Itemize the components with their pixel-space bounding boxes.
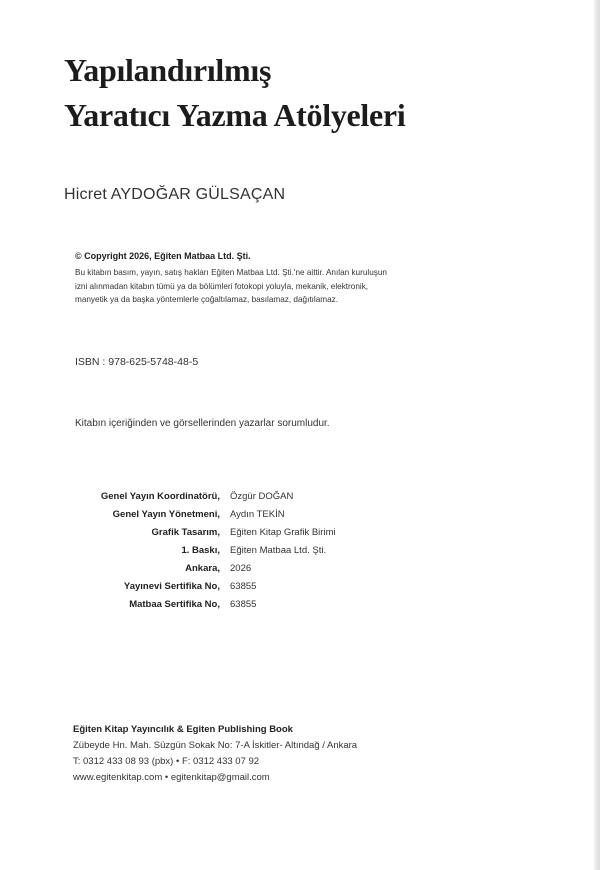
credit-value: Özgür DOĞAN — [230, 490, 294, 502]
credit-label: Yayınevi Sertifika No, — [123, 580, 220, 592]
publisher-name: Eğiten Kitap Yayıncılık & Egiten Publishing Book — [73, 724, 293, 735]
credit-label: Genel Yayın Yönetmeni, — [112, 508, 220, 520]
credit-value: 2026 — [230, 562, 252, 574]
isbn: ISBN : 978-625-5748-48-5 — [75, 356, 199, 368]
credit-value: 63855 — [230, 580, 257, 592]
copyright-text — [75, 266, 475, 307]
credit-label: Grafik Tasarım, — [151, 526, 220, 538]
copyright-title: © Copyright 2026, Eğiten Matbaa Ltd. Şti. — [75, 251, 251, 261]
credit-label: Ankara, — [185, 562, 220, 574]
copyright-line: Bu kitabın basım, yayın, satış hakları Eğiten Matbaa Ltd. Şti.'ne aittir. Anılan kuruluşun — [75, 268, 387, 277]
credit-label: Genel Yayın Koordinatörü, — [100, 490, 220, 502]
credit-label: Matbaa Sertifika No, — [129, 598, 220, 610]
publisher-address: Zübeyde Hn. Mah. Süzgün Sokak No: 7-A İskitler- Altındağ / Ankara — [73, 740, 358, 751]
credit-value: Eğiten Kitap Grafik Birimi — [230, 526, 336, 538]
credit-row — [70, 559, 370, 577]
publisher-block — [73, 722, 357, 786]
credit-value: Aydın TEKİN — [230, 508, 285, 520]
copyright-line: izni alınmadan kitabın tümü ya da bölümleri fotokopi yoluyla, mekanik, elektronik, — [75, 281, 369, 291]
publisher-web: www.egitenkitap.com • egitenkitap@gmail.com — [73, 772, 270, 783]
book-title-line-1: Yapılandırılmış — [64, 52, 272, 88]
book-title-line-2: Yaratıcı Yazma Atölyeleri — [64, 97, 406, 133]
credit-value: 63855 — [230, 598, 257, 610]
copyright-line: manyetik ya da başka yöntemlerle çoğaltılamaz, basılamaz, dağıtılamaz. — [75, 295, 339, 304]
credit-value: Eğiten Matbaa Ltd. Şti. — [230, 544, 327, 556]
credit-row — [70, 577, 370, 595]
credit-label: 1. Baskı, — [181, 544, 220, 556]
credit-row — [70, 541, 370, 559]
book-title — [64, 48, 405, 138]
credits-list — [70, 487, 370, 613]
credit-row — [70, 595, 370, 613]
author-name: Hicret AYDOĞAR GÜLSAÇAN — [64, 186, 286, 203]
page-edge — [594, 0, 600, 870]
responsibility-note: Kitabın içeriğinden ve görsellerinden yazarlar sorumludur. — [75, 418, 330, 429]
credit-row — [70, 523, 370, 541]
credit-row — [70, 487, 370, 505]
credit-row — [70, 505, 370, 523]
publisher-phone: T: 0312 433 08 93 (pbx) • F: 0312 433 07 92 — [73, 756, 260, 767]
